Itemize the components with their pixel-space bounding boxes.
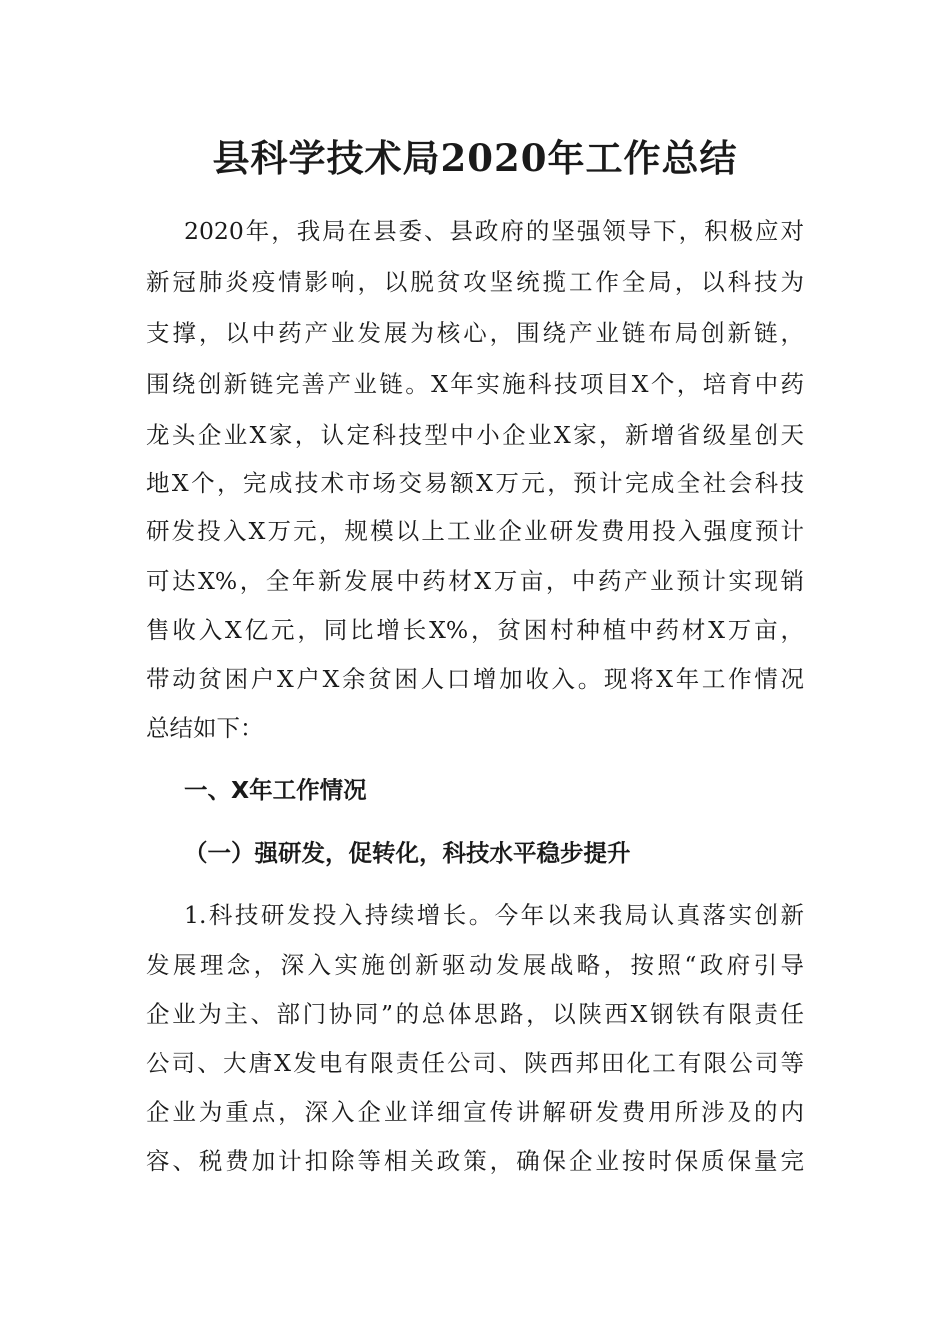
subsection-heading: （一）强研发，促转化，科技水平稳步提升 [184, 839, 631, 867]
item1-line-1: 1.科技研发投入持续增长。今年以来我局认真落实创新 [184, 901, 804, 929]
item1-line-4: 公司、大唐X发电有限责任公司、陕西邦田化工有限公司等 [146, 1049, 804, 1077]
intro-line-9: 售收入X亿元，同比增长X%，贫困村种植中药材X万亩， [146, 616, 804, 644]
intro-line-1: 2020年，我局在县委、县政府的坚强领导下，积极应对 [184, 217, 804, 245]
intro-line-3: 支撑，以中药产业发展为核心，围绕产业链布局创新链， [146, 319, 804, 347]
item1-line-2: 发展理念，深入实施创新驱动发展战略，按照“政府引导 [146, 951, 804, 979]
intro-line-5: 龙头企业X家，认定科技型中小企业X家，新增省级星创天 [146, 421, 804, 449]
document-title: 县科学技术局2020年工作总结 [212, 136, 738, 180]
intro-line-8: 可达X%，全年新发展中药材X万亩，中药产业预计实现销 [146, 567, 804, 595]
intro-line-11: 总结如下： [146, 714, 264, 742]
intro-line-4: 围绕创新链完善产业链。X年实施科技项目X个，培育中药 [146, 370, 804, 398]
item1-line-6: 容、税费加计扣除等相关政策，确保企业按时保质保量完 [146, 1147, 804, 1175]
section-heading: 一、X年工作情况 [184, 776, 367, 804]
intro-line-6: 地X个，完成技术市场交易额X万元，预计完成全社会科技 [146, 469, 804, 497]
item1-line-5: 企业为重点，深入企业详细宣传讲解研发费用所涉及的内 [146, 1098, 804, 1126]
intro-line-2: 新冠肺炎疫情影响，以脱贫攻坚统揽工作全局，以科技为 [146, 268, 804, 296]
intro-line-7: 研发投入X万元，规模以上工业企业研发费用投入强度预计 [146, 517, 804, 545]
item1-line-3: 企业为主、部门协同”的总体思路，以陕西X钢铁有限责任 [146, 1000, 804, 1028]
intro-line-10: 带动贫困户X户X余贫困人口增加收入。现将X年工作情况 [146, 665, 804, 693]
